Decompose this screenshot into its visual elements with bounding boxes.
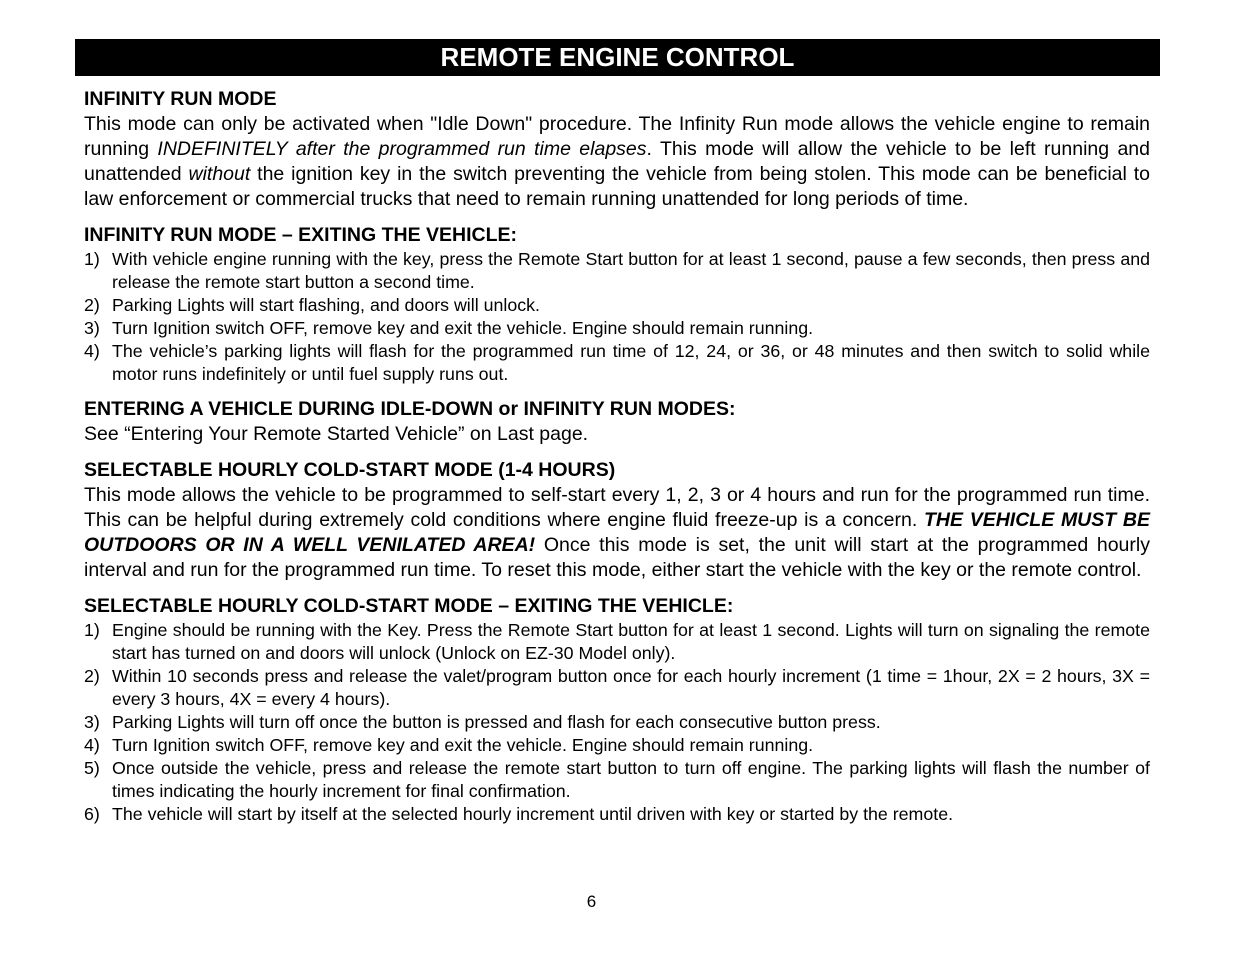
list-item — [84, 803, 1150, 826]
heading-cold-start: SELECTABLE HOURLY COLD-START MODE (1-4 HOURS) — [84, 459, 616, 481]
page-number: 6 — [586, 892, 597, 911]
list-item-number: 1) — [84, 620, 100, 640]
text-segment: Once this mode is set, the unit will start at the programmed hourly interval and run for the programmed run time. To reset this mode, either start the vehicle with the key or the remote control. — [84, 534, 1150, 581]
list-item — [84, 248, 1150, 294]
list-item-number: 4) — [84, 341, 100, 361]
list-item — [84, 757, 1150, 803]
list-item-number: 2) — [84, 295, 100, 315]
list-item — [84, 619, 1150, 665]
list-item-text: The vehicle’s parking lights will flash for the programmed run time of 12, 24, or 36, or 48 minutes and then switch to solid while motor runs indefinitely or until fuel supply runs out. — [112, 341, 1150, 384]
text-segment: This mode can only be activated when "Idle Down" procedure. The Infinity Run mode allows the vehicle engine to remain running — [84, 113, 1150, 160]
heading-entering: ENTERING A VEHICLE DURING IDLE-DOWN or INFINITY RUN MODES: — [84, 398, 736, 420]
list-item-number: 6) — [84, 804, 100, 824]
list-item-text: Turn Ignition switch OFF, remove key and exit the vehicle. Engine should remain running. — [112, 735, 814, 755]
entering-paragraph: See “Entering Your Remote Started Vehicle” on Last page. — [84, 423, 589, 445]
heading-cold-exit: SELECTABLE HOURLY COLD-START MODE – EXITING THE VEHICLE: — [84, 595, 734, 617]
italic-segment: INDEFINITELY after the programmed run time elapses — [157, 138, 647, 160]
list-item-number: 4) — [84, 735, 100, 755]
section-infinity-exit — [84, 223, 1150, 386]
italic-segment: without — [188, 163, 251, 185]
section-entering — [84, 397, 1150, 447]
heading-infinity-exit: INFINITY RUN MODE – EXITING THE VEHICLE: — [84, 224, 518, 246]
list-item-number: 3) — [84, 712, 100, 732]
warning-segment: THE VEHICLE MUST BE OUTDOORS OR IN A WELL VENILATED AREA! — [84, 509, 1150, 556]
list-item-number: 5) — [84, 758, 100, 778]
text-segment: This mode allows the vehicle to be programmed to self-start every 1, 2, 3 or 4 hours and run for the programmed run time. This can be helpful during extremely cold conditions where engine fluid freeze-up is a concern. — [84, 484, 1150, 531]
list-item-number: 1) — [84, 249, 100, 269]
text-segment: . This mode will allow the vehicle to be left running and unattended — [84, 138, 1150, 185]
list-item — [84, 317, 1150, 340]
section-cold-exit — [84, 594, 1150, 826]
page-title: REMOTE ENGINE CONTROL — [75, 39, 1160, 76]
list-item-text: Parking Lights will start flashing, and doors will unlock. — [112, 295, 540, 315]
cold-start-paragraph — [84, 483, 1150, 583]
list-item — [84, 294, 1150, 317]
document-body — [84, 87, 1150, 837]
list-item-number: 3) — [84, 318, 100, 338]
list-item — [84, 734, 1150, 757]
list-item-text: Turn Ignition switch OFF, remove key and exit the vehicle. Engine should remain running. — [112, 318, 814, 338]
infinity-run-paragraph — [84, 112, 1150, 212]
text-segment: the ignition key in the switch preventing the vehicle from being stolen. This mode can be beneficial to law enforcement or commercial trucks that need to remain running unattended for long periods of time. — [84, 163, 1150, 210]
list-item-text: Once outside the vehicle, press and release the remote start button to turn off engine. The parking lights will flash the number of times indicating the hourly increment for final confirmation. — [112, 758, 1150, 801]
list-item-number: 2) — [84, 666, 100, 686]
list-item-text: Parking Lights will turn off once the button is pressed and flash for each consecutive button press. — [112, 712, 881, 732]
infinity-exit-steps — [84, 248, 1150, 386]
list-item-text: Engine should be running with the Key. Press the Remote Start button for at least 1 second. Lights will turn on signaling the remote start has turned on and doors will unlock (Unlock on EZ-30 Model only). — [112, 620, 1150, 663]
heading-infinity-run: INFINITY RUN MODE — [84, 88, 277, 110]
list-item — [84, 340, 1150, 386]
list-item-text: The vehicle will start by itself at the selected hourly increment until driven with key or started by the remote. — [112, 804, 954, 824]
cold-exit-steps — [84, 619, 1150, 826]
list-item-text: Within 10 seconds press and release the valet/program button once for each hourly increment (1 time = 1hour, 2X = 2 hours, 3X = every 3 hours, 4X = every 4 hours). — [112, 666, 1150, 709]
section-cold-start — [84, 458, 1150, 583]
list-item-text: With vehicle engine running with the key, press the Remote Start button for at least 1 second, pause a few seconds, then press and release the remote start button a second time. — [112, 249, 1150, 292]
section-infinity-run — [84, 87, 1150, 212]
list-item — [84, 665, 1150, 711]
list-item — [84, 711, 1150, 734]
